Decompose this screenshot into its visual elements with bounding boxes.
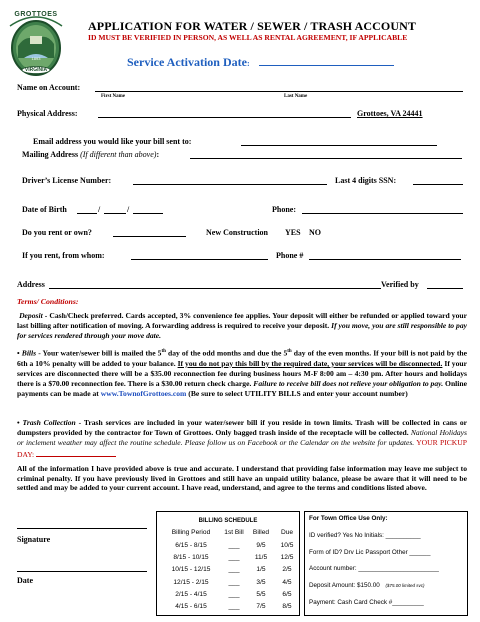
service-activation-label (127, 55, 250, 70)
new-construction-no[interactable]: NO (309, 228, 321, 237)
verified-by-field[interactable] (427, 288, 463, 289)
drivers-license-label: Driver’s License Number: (22, 176, 112, 185)
office-deposit-amount (309, 582, 424, 589)
rent-or-own-label: Do you rent or own? (22, 228, 92, 237)
billing-schedule-cell: 2/5 (282, 566, 292, 574)
billing-schedule-cell: 3/5 (256, 578, 266, 586)
pickup-day-label: YOUR PICKUP DAY: (17, 438, 467, 459)
terms-heading: Terms/ Conditions: (17, 297, 79, 306)
address-field[interactable] (49, 288, 381, 289)
bills-sup-2: th (287, 349, 292, 354)
billing-schedule-cell: ___ (228, 542, 240, 549)
office-form-of-id[interactable]: Form of ID? Drv Lic Passport Other ______ (309, 549, 431, 556)
landlord-phone-label: Phone # (276, 251, 304, 260)
deposit-amount-text: Deposit Amount: $150.00 (309, 582, 380, 589)
bills-italic: Failure to receive bill does not relieve your obligation to pay. (251, 379, 444, 389)
bullet-trash: • (17, 418, 23, 427)
billing-schedule-cell: 4/15 - 6/15 (175, 603, 207, 610)
dob-month-field[interactable] (77, 213, 97, 214)
date-field[interactable] (17, 571, 147, 572)
physical-address-label: Physical Address: (17, 109, 78, 118)
phone-label: Phone: (272, 205, 296, 214)
trash-paragraph (17, 418, 467, 460)
billing-schedule-header: Billed (252, 529, 270, 536)
billing-schedule-cell: 7/5 (256, 603, 266, 610)
form-title: APPLICATION FOR WATER / SEWER / TRASH ACCOUNT (88, 19, 416, 33)
deposit-italic: If you move, you are still responsible to pay for services rendered through your move date. (17, 321, 468, 341)
pickup-day-field[interactable] (36, 449, 116, 457)
billing-schedule-cell: 8/15 - 10/15 (173, 554, 209, 562)
activation-colon: : (246, 59, 250, 68)
billing-schedule-cell: ___ (228, 578, 240, 586)
billing-schedule-cell: ___ (228, 603, 240, 610)
billing-schedule-header: Billing Period (171, 529, 211, 536)
billing-schedule-cell: 8/5 (282, 603, 292, 610)
bills-sup-1: th (161, 349, 166, 354)
billing-schedule-cell: 12/15 - 2/15 (173, 578, 209, 586)
last-name-caption: Last Name (284, 94, 308, 99)
bills-text-6: (Be sure to select UTILITY BILLS and enter your account number) (186, 389, 408, 399)
dob-year-field[interactable] (133, 213, 163, 214)
bills-label: Bills (21, 348, 37, 358)
mailing-address-field[interactable] (190, 158, 462, 159)
dob-slash-2: / (127, 205, 130, 214)
bills-text-1: - Your water/sewer bill is mailed the 5 (36, 348, 162, 358)
billing-schedule-cell: 11/5 (254, 554, 268, 562)
billing-schedule-cell: 12/5 (280, 554, 294, 562)
date-of-birth-label: Date of Birth (22, 205, 67, 214)
deposit-label: Deposit (19, 311, 43, 320)
physical-address-field[interactable] (98, 117, 351, 118)
mailing-address-label (22, 150, 159, 159)
name-on-account-label: Name on Account: (17, 83, 81, 92)
signature-label: Signature (17, 535, 51, 544)
billing-schedule-cell: 10/15 - 12/15 (171, 566, 211, 574)
deposit-amount-note: ($75.00 limited svc) (385, 583, 425, 588)
bills-text-3: day of the even months. If your bill is not paid by the 6th a 10% penalty will be added to your balance. (17, 348, 467, 368)
billing-schedule-header: Due (280, 529, 294, 536)
office-payment[interactable]: Payment: Cash Card Check #_________ (309, 599, 424, 606)
name-on-account-field[interactable] (95, 91, 463, 92)
billing-schedule-cell: 6/15 - 8/15 (175, 542, 207, 549)
bullet-bills: • (17, 348, 22, 358)
billing-schedule-cell: 9/5 (256, 542, 266, 549)
verified-by-label: Verified by (381, 280, 419, 289)
office-id-verified[interactable]: ID verified? Yes No Initials: __________ (309, 532, 421, 539)
logo-top-text: GROTTOES (14, 11, 58, 18)
first-name-caption: First Name (101, 94, 126, 99)
deposit-text: - Cash/Check preferred. Cards accepted, 3% convenience fee applies. Your deposit will either be refunded or applied toward your last billing after notification of moving. A forwarding address is required to receive your deposit. (17, 311, 468, 331)
trash-text: - Trash services are included in your water/sewer bill if you reside in town limits. Trash will be collected in cans or dumpsters provided by the contractor for Town of Grottoes. Only bagged trash inside of the receptacle will be collected. (17, 418, 467, 438)
signature-field[interactable] (17, 528, 147, 529)
rent-or-own-field[interactable] (113, 236, 186, 237)
billing-schedule-cell: 1/5 (256, 566, 266, 574)
town-seal-logo (4, 6, 68, 78)
address-label: Address (17, 280, 45, 289)
office-account-number[interactable]: Account number: _______________________ (309, 565, 439, 572)
form-subtitle: ID MUST BE VERIFIED IN PERSON, AS WELL AS RENTAL AGREEMENT, IF APPLICABLE (88, 33, 408, 42)
last4-ssn-field[interactable] (413, 184, 463, 185)
billing-schedule-cell: ___ (228, 566, 240, 574)
new-construction-yes[interactable]: YES (285, 228, 301, 237)
billing-schedule-cell: 4/5 (282, 578, 292, 586)
billing-schedule-title: BILLING SCHEDULE (198, 518, 258, 524)
dob-day-field[interactable] (104, 213, 126, 214)
new-construction-label: New Construction (206, 228, 268, 237)
billing-schedule-cell: ___ (228, 590, 240, 598)
town-website-link[interactable]: www.TownofGrottoes.com (100, 389, 187, 399)
billing-schedule-cell: ___ (228, 554, 240, 562)
service-activation-date-field[interactable] (259, 65, 394, 66)
agreement-text: All of the information I have provided above is true and accurate. I understand that providing false information may leave me subject to criminal penalty. If you have previously lived in Grottoes and still have an unpaid utility balance, please be aware that it will need to be settled and may be added to your current account. I have read, understand, and agree to the terms and conditions listed above. (17, 464, 467, 493)
landlord-phone-field[interactable] (309, 259, 461, 260)
mailing-address-note: (If different than above) (80, 150, 157, 159)
bills-text-5: Online payments can be made at (17, 379, 467, 399)
date-label: Date (17, 576, 33, 585)
rent-from-label: If you rent, from whom: (22, 251, 105, 260)
logo-bottom-text: VIRGINIA (24, 67, 48, 73)
mailing-colon: : (156, 150, 160, 159)
logo-year: 1893 (31, 56, 41, 61)
bills-text-4: If your services are disconnected there will be a $35.00 reconnection fee during business hours M-F 8:00 am – 4:30 pm. After hours and holidays there is a $70.00 reconnection fee. There is a $30.00 return check charge. (17, 358, 467, 389)
dob-slash-1: / (98, 205, 101, 214)
city-state-zip: Grottoes, VA 24441 (357, 109, 423, 118)
deposit-paragraph (17, 311, 467, 342)
billing-schedule-header: 1st Bill (224, 529, 244, 536)
rent-from-field[interactable] (131, 259, 268, 260)
office-use-box (304, 511, 468, 616)
billing-schedule-cell: 5/5 (256, 590, 266, 598)
trash-italic: National Holidays or inclement weather may affect the routine schedule. Please follow us on Facebook or the Calendar on the website for updates. (17, 428, 467, 448)
bills-underline: If you do not pay this bill by the required date, your services will be disconnected. (177, 358, 443, 368)
billing-schedule-table (156, 511, 300, 616)
bills-paragraph (17, 347, 467, 400)
mailing-address-text: Mailing Address (22, 150, 79, 159)
agreement-paragraph (17, 464, 467, 493)
email-label: Email address you would like your bill sent to: (33, 137, 192, 146)
trash-label: Trash Collection (22, 418, 76, 427)
office-use-title: For Town Office Use Only: (309, 515, 388, 522)
drivers-license-field[interactable] (133, 184, 327, 185)
billing-schedule-cell: 2/15 - 4/15 (175, 590, 207, 598)
phone-field[interactable] (302, 213, 463, 214)
activation-label-text: Service Activation Date (127, 55, 247, 69)
email-field[interactable] (241, 145, 437, 146)
last4-ssn-label: Last 4 digits SSN: (335, 176, 397, 185)
billing-schedule-cell: 6/5 (282, 590, 292, 598)
billing-schedule-cell: 10/5 (280, 542, 294, 549)
bills-text-2: day of the odd months and due the 5 (165, 348, 288, 358)
